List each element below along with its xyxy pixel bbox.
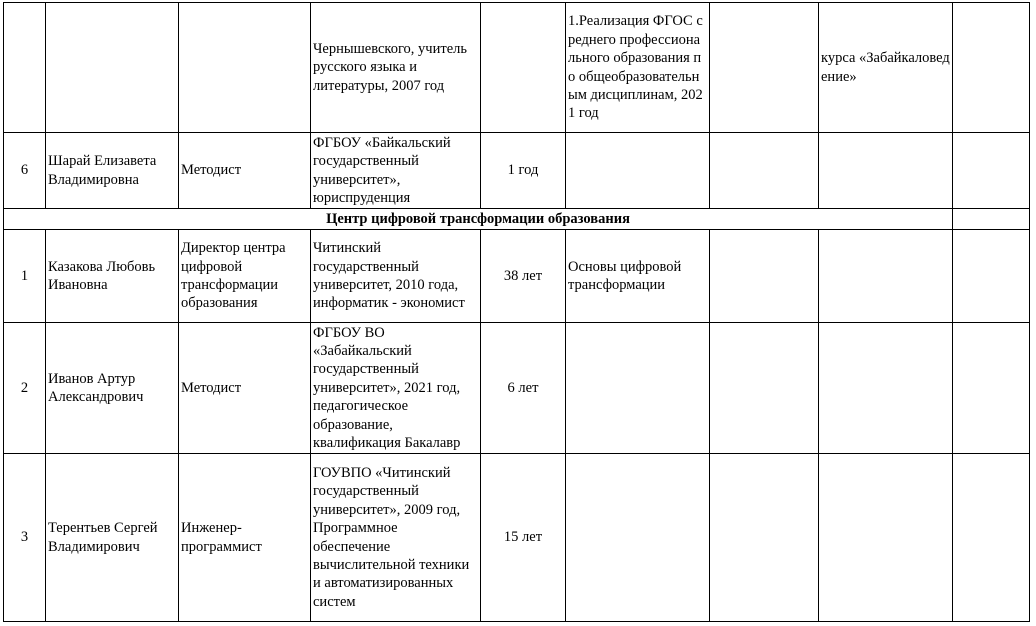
row-number: 1: [4, 230, 46, 323]
employee-position: Директор центра цифровой трансформации образования: [179, 230, 311, 323]
course-cell: [566, 133, 710, 209]
employee-name: Шарай Елизавета Владимировна: [46, 133, 179, 209]
staff-table: [3, 2, 1030, 622]
course-text: курса «Забайкаловедение»: [821, 50, 950, 85]
course-cell: Основы цифровой трансформации: [566, 230, 710, 323]
table-row: [4, 454, 1030, 622]
employee-experience: 38 лет: [481, 230, 566, 323]
section-title: Центр цифровой трансформации образования: [4, 209, 953, 230]
extra-cell: [953, 209, 1030, 230]
employee-experience: [481, 3, 566, 133]
table-row: [4, 323, 1030, 454]
course-cell: [710, 454, 819, 622]
extra-cell: [953, 133, 1030, 209]
course-cell: [566, 454, 710, 622]
extra-cell: [953, 230, 1030, 323]
row-number: 3: [4, 454, 46, 622]
employee-position: Инженер-программист: [179, 454, 311, 622]
employee-position: Методист: [179, 133, 311, 209]
employee-experience: 1 год: [481, 133, 566, 209]
course-cell: [819, 133, 953, 209]
course-cell: [819, 454, 953, 622]
row-number: 2: [4, 323, 46, 454]
employee-name: Казакова Любовь Ивановна: [46, 230, 179, 323]
table-row: [4, 133, 1030, 209]
employee-position: [179, 3, 311, 133]
course-cell: [566, 3, 710, 133]
course-cell: [819, 230, 953, 323]
employee-experience: 6 лет: [481, 323, 566, 454]
employee-education: ФГБОУ «Байкальский государственный университет», юриспруденция: [311, 133, 481, 209]
extra-cell: [953, 3, 1030, 133]
course-cell: [710, 3, 819, 133]
extra-cell: [953, 323, 1030, 454]
employee-position: Методист: [179, 323, 311, 454]
table-row: [4, 3, 1030, 133]
employee-experience: 15 лет: [481, 454, 566, 622]
row-number: 6: [4, 133, 46, 209]
course-cell: [710, 323, 819, 454]
employee-education: Чернышевского, учитель русского языка и литературы, 2007 год: [311, 3, 481, 133]
employee-education: ГОУВПО «Читинский государственный университет», 2009 год, Программное обеспечение вычислительной техники и автоматизированных систем: [311, 454, 481, 622]
course-text: 1.Реализация ФГОС среднего профессионального образования по общеобразовательным дисциплинам, 2021 год: [568, 13, 703, 122]
employee-education: ФГБОУ ВО «Забайкальский государственный университет», 2021 год, педагогическое образование, квалификация Бакалавр: [311, 323, 481, 454]
table-row: [4, 230, 1030, 323]
employee-education: Читинский государственный университет, 2010 года, информатик - экономист: [311, 230, 481, 323]
course-cell: [819, 323, 953, 454]
course-cell: [710, 133, 819, 209]
row-number: [4, 3, 46, 133]
course-cell: [710, 230, 819, 323]
section-header-row: [4, 209, 1030, 230]
employee-name: Иванов Артур Александрович: [46, 323, 179, 454]
course-cell: [819, 3, 953, 133]
course-cell: [566, 323, 710, 454]
employee-name: [46, 3, 179, 133]
extra-cell: [953, 454, 1030, 622]
employee-name: Терентьев Сергей Владимирович: [46, 454, 179, 622]
